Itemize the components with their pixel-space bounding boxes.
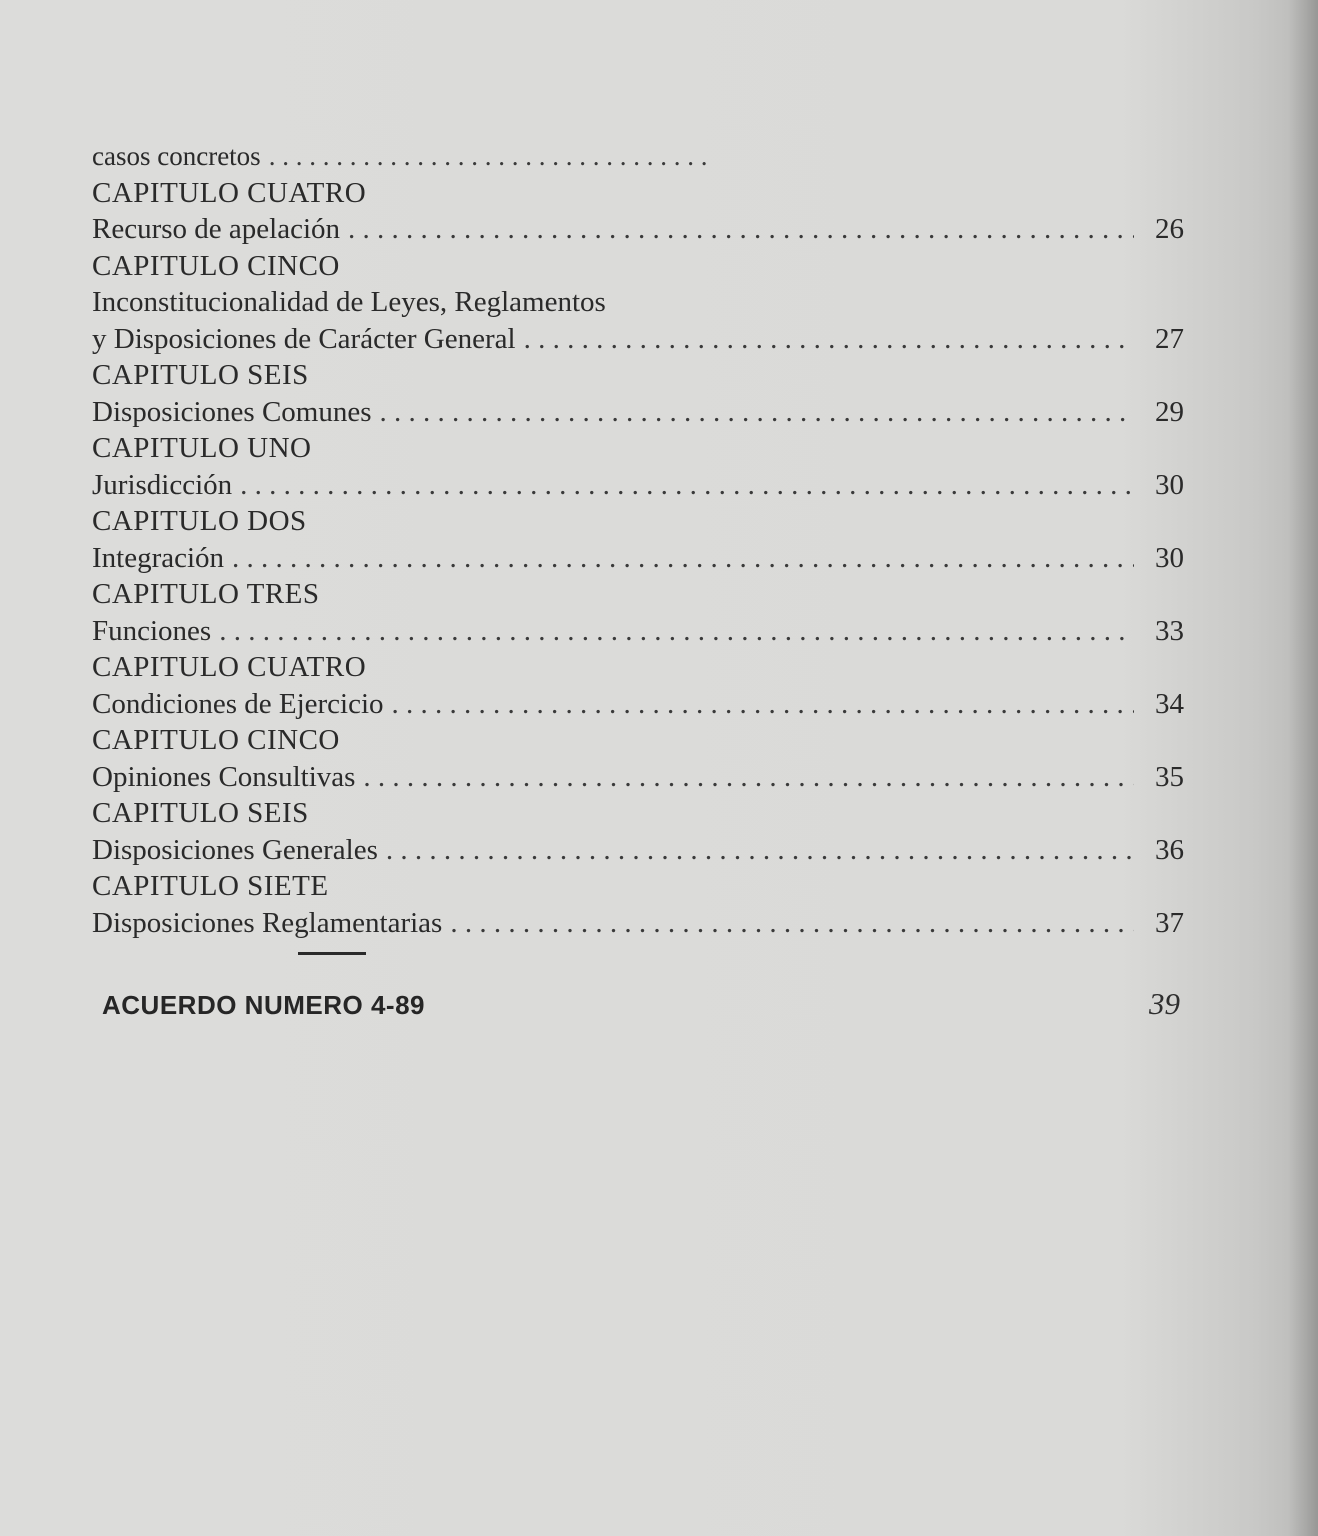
toc-leader-dots — [450, 905, 1134, 942]
toc-page-number: 36 — [1155, 833, 1184, 866]
page-edge-shadow — [1288, 0, 1318, 1536]
toc-entry — [92, 832, 1184, 869]
toc-chapter-heading: CAPITULO CINCO — [92, 249, 340, 282]
toc-entry-title: Jurisdicción — [92, 468, 233, 501]
toc-page-number: 37 — [1155, 906, 1184, 939]
toc-entry-title: Integración — [92, 541, 225, 574]
toc-entry — [92, 138, 1184, 175]
toc-page-number: 26 — [1155, 213, 1184, 245]
toc-entry — [92, 467, 1184, 504]
toc-entry-title-continued: Inconstitucionalidad de Leyes, Reglamentos — [92, 286, 606, 318]
toc-leader-dots — [240, 467, 1134, 504]
toc-entry — [92, 540, 1184, 577]
toc-entry — [92, 686, 1184, 723]
toc-entry-title: y Disposiciones de Carácter General — [92, 322, 516, 355]
toc-chapter-heading: CAPITULO CUATRO — [92, 176, 367, 209]
acuerdo-page-number: 39 — [1149, 986, 1180, 1021]
toc-leader-dots — [524, 321, 1134, 358]
toc-entry-title: Disposiciones Reglamentarias — [92, 906, 443, 939]
toc-chapter-heading: CAPITULO SEIS — [92, 359, 309, 391]
toc-chapter-heading: CAPITULO UNO — [92, 432, 312, 464]
acuerdo-heading: ACUERDO NUMERO 4-89 — [102, 990, 425, 1020]
toc-page-number: 34 — [1155, 687, 1184, 720]
toc-entry — [92, 905, 1184, 942]
toc-leader-dots — [392, 686, 1134, 723]
toc-entry — [92, 394, 1184, 431]
toc-chapter-heading: CAPITULO SEIS — [92, 797, 309, 829]
toc-leader-dots — [269, 138, 709, 175]
toc-chapter-heading: CAPITULO SIETE — [92, 870, 329, 902]
toc-entry-title: Disposiciones Generales — [92, 833, 378, 866]
toc-page-number: 30 — [1155, 541, 1184, 574]
toc-page-number: 29 — [1155, 395, 1184, 428]
toc-leader-dots — [219, 613, 1134, 650]
toc-entry — [92, 211, 1184, 248]
toc-entry-title: Opiniones Consultivas — [92, 760, 356, 793]
toc-leader-dots — [348, 211, 1134, 248]
section-divider — [298, 952, 366, 955]
toc-page-number: 33 — [1155, 614, 1184, 647]
toc-chapter-heading: CAPITULO CUATRO — [92, 651, 367, 683]
toc-leader-dots — [380, 394, 1134, 431]
toc-entry-title: casos concretos — [92, 141, 261, 171]
toc-leader-dots — [363, 759, 1134, 796]
toc-entry-title: Condiciones de Ejercicio — [92, 687, 384, 720]
toc-entry-title: Funciones — [92, 614, 212, 647]
toc-entry — [92, 759, 1184, 796]
toc-page-number: 27 — [1155, 322, 1184, 355]
toc-chapter-heading: CAPITULO CINCO — [92, 724, 340, 756]
toc-leader-dots — [386, 832, 1134, 869]
toc-leader-dots — [232, 540, 1134, 577]
toc-page-number: 35 — [1155, 760, 1184, 793]
table-of-contents — [92, 138, 1184, 941]
toc-entry — [92, 613, 1184, 650]
toc-page-number: 30 — [1155, 468, 1184, 501]
toc-entry-title: Recurso de apelación — [92, 213, 341, 245]
toc-chapter-heading: CAPITULO TRES — [92, 578, 320, 610]
toc-chapter-heading: CAPITULO DOS — [92, 505, 307, 537]
toc-entry-title: Disposiciones Comunes — [92, 395, 372, 428]
toc-entry — [92, 321, 1184, 358]
